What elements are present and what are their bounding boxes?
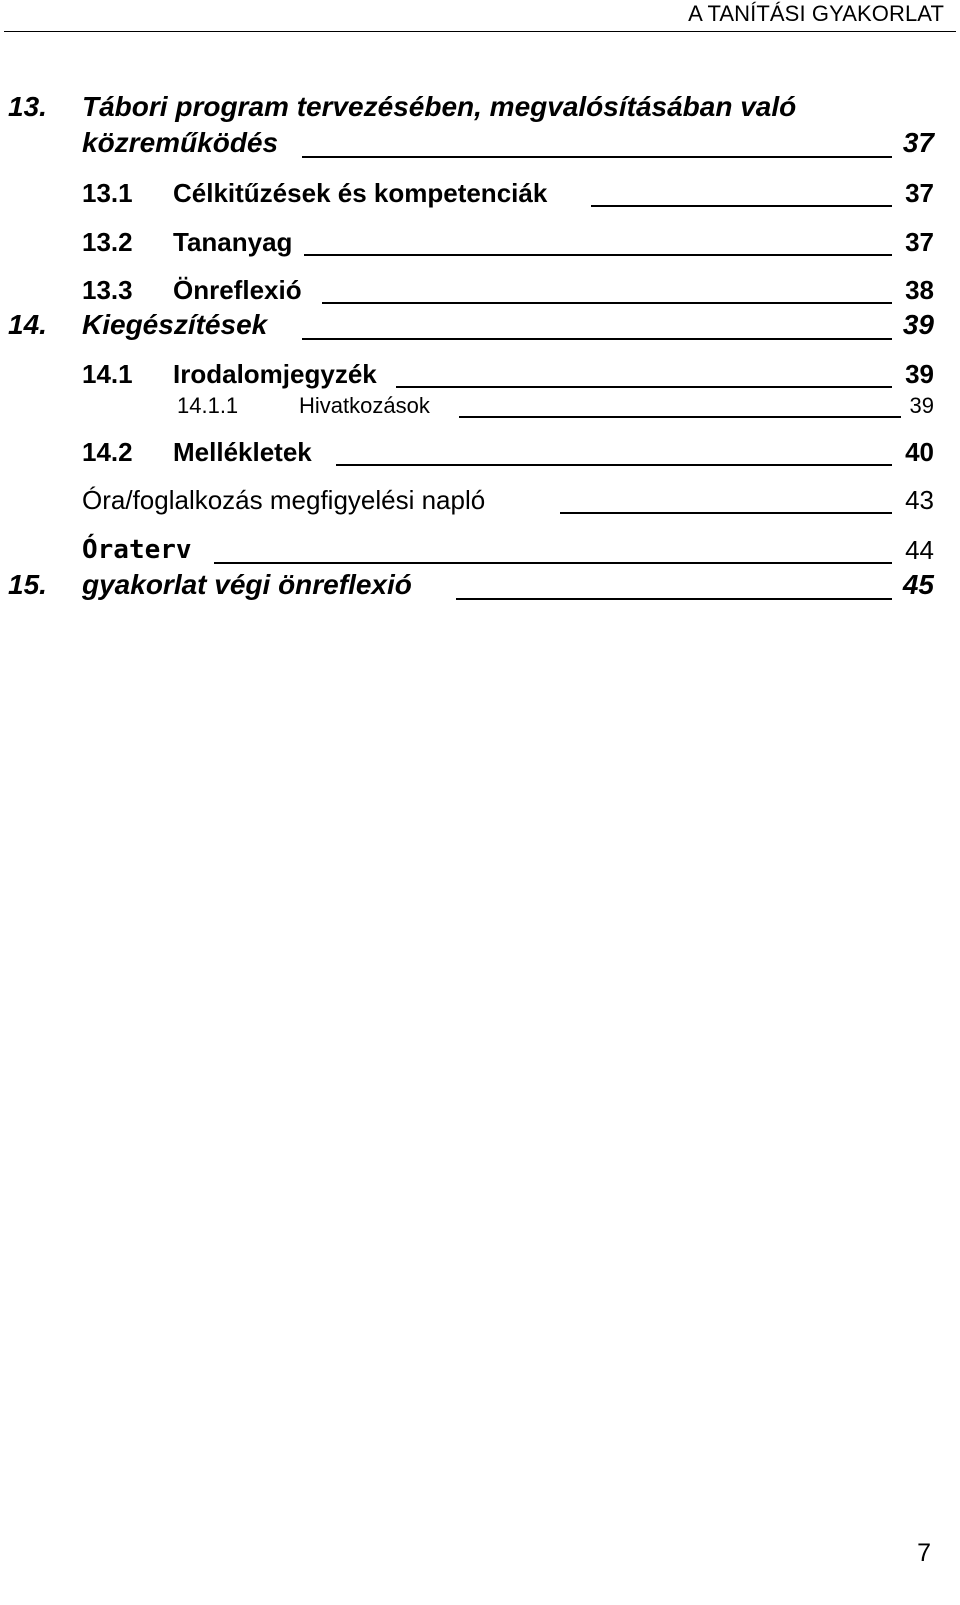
toc-entry-14-2[interactable] <box>82 436 934 470</box>
toc-entry-14-1[interactable] <box>82 358 934 392</box>
toc-entry-lesson-plan-leader <box>214 562 892 564</box>
header-title: A TANÍTÁSI GYAKORLAT <box>688 1 944 26</box>
toc-entry-13-title-line2: közreműködés <box>82 127 279 158</box>
toc-entry-14-2-page: 40 <box>905 437 934 467</box>
toc-entry-14-2-number: 14.2 <box>82 437 133 467</box>
toc-entry-13-2[interactable] <box>82 226 934 260</box>
toc-entry-15-page: 45 <box>902 569 934 600</box>
toc-entry-14-1-leader <box>396 386 892 388</box>
toc-entry-13-number: 13. <box>8 91 47 122</box>
toc-entry-14-1-1-number: 14.1.1 <box>177 393 239 418</box>
toc-entry-15-leader <box>456 598 892 600</box>
toc-entry-13-2-page: 37 <box>905 227 934 257</box>
toc-entry-14-1-page: 39 <box>905 359 934 389</box>
toc-entry-13-page: 37 <box>902 127 934 158</box>
toc-entry-14-title: Kiegészítések <box>82 309 268 340</box>
toc-entry-14-leader <box>302 338 892 340</box>
toc-entry-15-number: 15. <box>8 569 47 600</box>
toc-entry-observation-log-leader <box>560 512 892 514</box>
toc-entry-13-3-page: 38 <box>905 275 934 305</box>
toc-entry-13-2-number: 13.2 <box>82 227 133 257</box>
toc-entry-13-title-line1: Tábori program tervezésében, megvalósításában való <box>82 91 797 122</box>
toc-entry-14-page: 39 <box>902 309 934 340</box>
toc-entry-14-1-1[interactable] <box>177 392 934 420</box>
toc-entry-14-1-1-leader <box>459 416 901 418</box>
toc-entry-13-leader <box>302 156 892 158</box>
page-header <box>4 0 956 32</box>
toc-entry-14-1-number: 14.1 <box>82 359 133 389</box>
toc-entry-13-2-title: Tananyag <box>173 227 293 257</box>
toc-entry-14-2-title: Mellékletek <box>173 437 312 467</box>
toc-entry-observation-log-page: 43 <box>905 485 934 515</box>
toc-entry-13-3-title: Önreflexió <box>173 275 302 305</box>
toc-entry-14-1-title: Irodalomjegyzék <box>173 359 377 389</box>
toc-entry-14[interactable] <box>8 308 934 344</box>
toc-entry-13-1-number: 13.1 <box>82 178 133 208</box>
toc-entry-13-3[interactable] <box>82 274 934 308</box>
toc-entry-14-1-1-title: Hivatkozások <box>299 393 430 418</box>
toc-entry-14-1-1-page: 39 <box>909 393 934 418</box>
toc-entry-13-3-leader <box>322 302 892 304</box>
toc-entry-15[interactable] <box>8 568 934 604</box>
toc-entry-lesson-plan-title: Óraterv <box>82 535 192 565</box>
toc-entry-observation-log[interactable] <box>82 484 934 518</box>
page-number: 7 <box>917 1539 931 1567</box>
toc-entry-14-number: 14. <box>8 309 47 340</box>
toc-entry-13-1-title: Célkitűzések és kompetenciák <box>173 178 548 208</box>
toc-entry-observation-log-title: Óra/foglalkozás megfigyelési napló <box>82 485 486 515</box>
toc-entry-13-1[interactable] <box>82 177 934 211</box>
toc-entry-13-2-leader <box>304 254 892 256</box>
toc-entry-15-title: gyakorlat végi önreflexió <box>82 569 412 600</box>
toc-entry-13[interactable] <box>8 90 934 162</box>
toc-entry-14-2-leader <box>336 464 892 466</box>
toc-entry-13-3-number: 13.3 <box>82 275 133 305</box>
toc-entry-13-1-leader <box>591 205 892 207</box>
toc-entry-13-1-page: 37 <box>905 178 934 208</box>
toc-entry-lesson-plan-page: 44 <box>905 535 934 565</box>
toc-entry-lesson-plan[interactable] <box>82 534 934 568</box>
